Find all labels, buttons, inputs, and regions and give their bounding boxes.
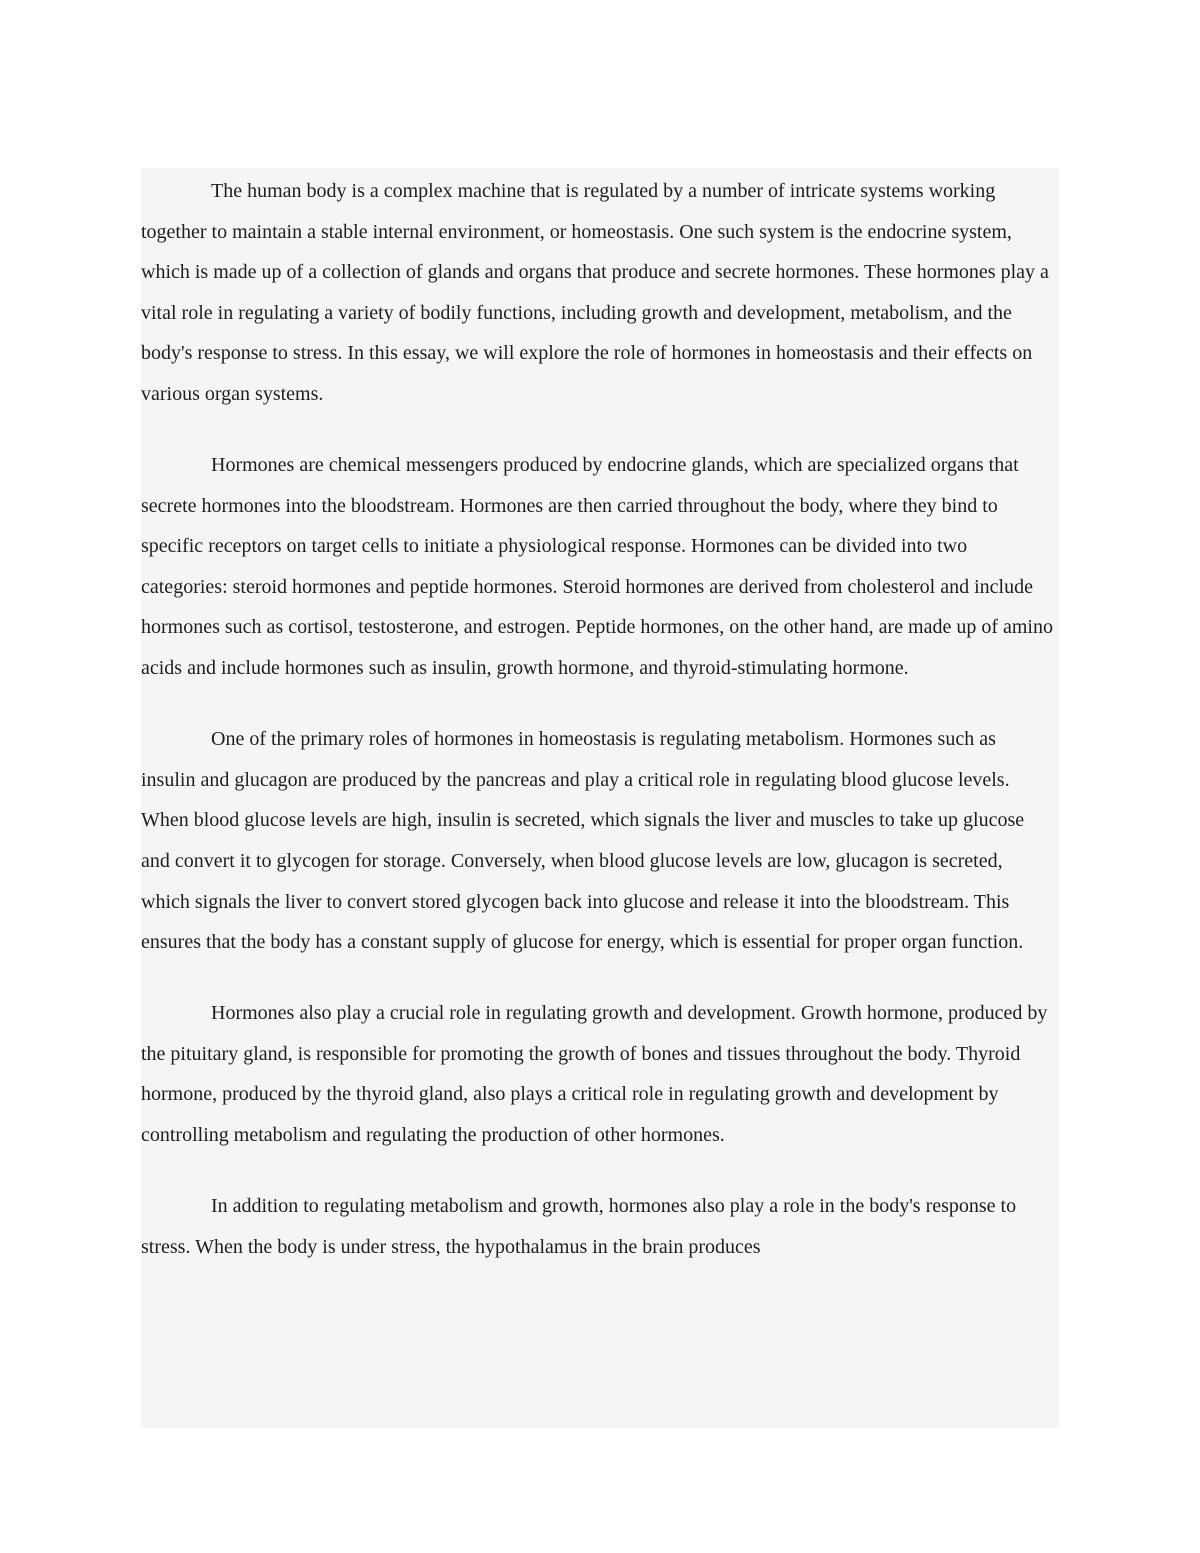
paragraph-5: In addition to regulating metabolism and growth, hormones also play a role in the body's response to stress. When the body is under stress, the hypothalamus in the brain produces — [141, 1195, 1017, 1258]
paragraph-2: Hormones are chemical messengers produced by endocrine glands, which are specialized organs that secrete hormones into the bloodstream. Hormones are then carried throughout the body, where they bind to specific receptors on target cells to initiate a physiological response. Hormones can be divided into two categories: steroid hormones and peptide hormones. Steroid hormones are derived from cholesterol and include hormones such as cortisol, testosterone, and estrogen. Peptide hormones, on the other hand, are made up of amino acids and include hormones such as insulin, growth hormone, and thyroid-stimulating hormone. — [141, 454, 1053, 680]
paragraph-3: One of the primary roles of hormones in homeostasis is regulating metabolism. Hormones such as insulin and glucagon are produced by the pancreas and play a critical role in regulating blood glucose levels. When blood glucose levels are high, insulin is secreted, which signals the liver and muscles to take up glucose and convert it to glycogen for storage. Conversely, when blood glucose levels are low, glucagon is secreted, which signals the liver to convert stored glycogen back into glucose and release it into the bloodstream. This ensures that the body has a constant supply of glucose for energy, which is essential for proper organ function. — [141, 728, 1025, 954]
paragraph-4: Hormones also play a crucial role in regulating growth and development. Growth hormone, produced by the pituitary gland, is responsible for promoting the growth of bones and tissues throughout the body. Thyroid hormone, produced by the thyroid gland, also plays a critical role in regulating growth and development by controlling metabolism and regulating the production of other hormones. — [141, 1002, 1048, 1146]
essay-text-block — [141, 168, 1059, 1428]
paragraph-1: The human body is a complex machine that is regulated by a number of intricate systems working together to maintain a stable internal environment, or homeostasis. One such system is the endocrine system, which is made up of a collection of glands and organs that produce and secrete hormones. These hormones play a vital role in regulating a variety of bodily functions, including growth and development, metabolism, and the body's response to stress. In this essay, we will explore the role of hormones in homeostasis and their effects on various organ systems. — [141, 180, 1049, 405]
